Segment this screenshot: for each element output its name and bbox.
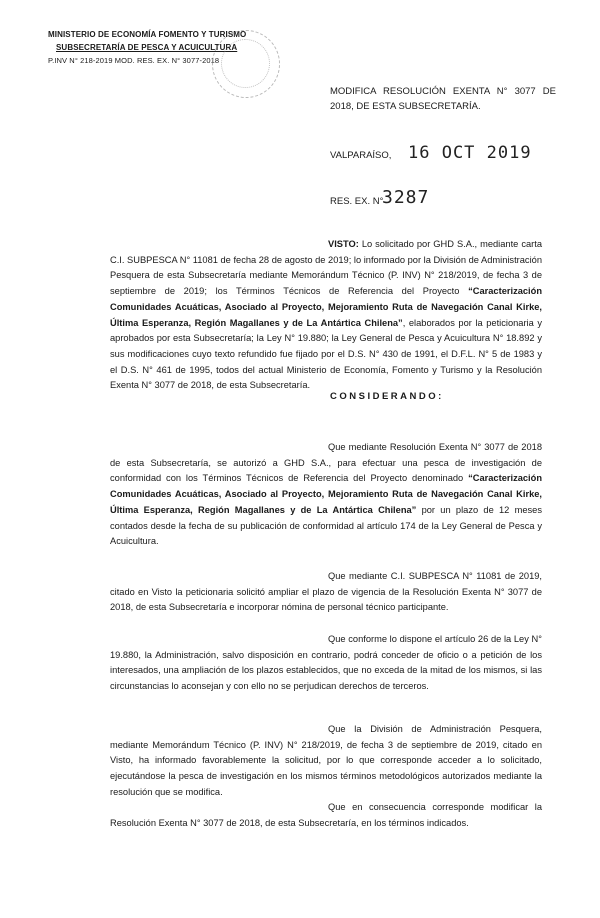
visto-label: VISTO: — [328, 239, 359, 249]
date-stamp: 16 OCT 2019 — [408, 143, 532, 163]
resolution-number-label: RES. EX. N° — [330, 196, 384, 207]
seal-stamp-icon — [212, 30, 280, 98]
resolution-number: 3287 — [382, 187, 430, 208]
considerando-5-text: Que en consecuencia corresponde modificar la Resolución Exenta N° 3077 de 2018, de esta Subsecretaría, en los términos indicados. — [110, 802, 542, 828]
considerando-heading: CONSIDERANDO: — [330, 391, 444, 402]
considerando-1-project-title: “Caracterización Comunidades Acuáticas, Asociado al Proyecto, Mejoramiento Ruta de Navegación Canal Kirke, Última Esperanza, Región Magallanes y de La Antártica Chilena” — [110, 473, 542, 515]
considerando-paragraph-1 — [110, 440, 542, 550]
considerando-1-text-b: por un plazo de 12 meses contados desde la fecha de su publicación de conformidad al artículo 174 de la Ley General de Pesca y Acuicultura. — [110, 504, 542, 547]
considerando-paragraph-4 — [110, 722, 542, 801]
considerando-paragraph-3 — [110, 632, 542, 695]
considerando-4-text: Que la División de Administración Pesquera, mediante Memorándum Técnico (P. INV) N° 218/2019, de fecha 3 de septiembre de 2019, citado en Visto, ha informado favorablemente la solicitud, por lo que corresponde acceder a lo solicitado, ejecutándose la pesca de investigación en los mismos términos metodológicos autorizados mediante la resolución que se modifica. — [110, 724, 542, 797]
considerando-3-text: Que conforme lo dispone el artículo 26 de la Ley N° 19.880, la Administración, salvo disposición en contrario, podrá conceder de oficio o a petición de los interesados, una ampliación de los plazos establecidos, que no exceda de la mitad de los mismos, si las circunstancias lo aconsejan y con ello no se perjudican derechos de terceros. — [110, 634, 542, 692]
visto-text-2: , elaborados por la peticionaria y aprobados por esta Subsecretaría; la Ley N° 19.880; la Ley General de Pesca y Acuicultura N° 18.892 y sus modificaciones cuyo texto refundido fue fijado por el D.S. N° 430 de 1991, el D.F.L. N° 5 de 1983 y el D.S. N° 461 de 1995, todos del actual Ministerio de Economía, Fomento y Turismo y la Resolución Exenta N° 3077 de 2018, de esta Subsecretaría. — [110, 317, 543, 391]
place-label: VALPARAÍSO, — [330, 150, 392, 161]
ministry-name: MINISTERIO DE ECONOMÍA FOMENTO Y TURISMO — [48, 30, 247, 39]
considerando-paragraph-2 — [110, 569, 542, 616]
considerando-1-text-a: Que mediante Resolución Exenta N° 3077 de 2018 de esta Subsecretaría, se autorizó a GHD S.A., para efectuar una pesca de investigación de conformidad con los Términos Técnicos de Referencia del Proyecto denominado — [110, 442, 542, 484]
visto-paragraph — [110, 237, 542, 394]
visto-text-1: Lo solicitado por GHD S.A., mediante carta C.I. SUBPESCA N° 11081 de fecha 28 de agosto de 2019; lo informado por la División de Administración Pesquera de esta Subsecretaría mediante Memorándum Técnico (P. INV) N° 218/2019, de fecha 3 de septiembre de 2019; los Términos Técnicos de Referencia del Proyecto — [110, 239, 542, 297]
visto-project-title: “Caracterización Comunidades Acuáticas, Asociado al Proyecto, Mejoramiento Ruta de Navegación Canal Kirke, Última Esperanza, Región Magallanes y de La Antártica Chilena” — [110, 286, 542, 328]
resolution-subject: MODIFICA RESOLUCIÓN EXENTA N° 3077 DE 2018, DE ESTA SUBSECRETARÍA. — [330, 86, 556, 112]
reference-code: P.INV N° 218-2019 MOD. RES. EX. N° 3077-2018 — [48, 56, 220, 65]
considerando-paragraph-5 — [110, 800, 542, 831]
undersecretariat-name: SUBSECRETARÍA DE PESCA Y ACUICULTURA — [56, 43, 238, 52]
considerando-2-text: Que mediante C.I. SUBPESCA N° 11081 de 2019, citado en Visto la peticionaria solicitó ampliar el plazo de vigencia de la Resolución Exenta N° 3077 de 2018, de esta Subsecretaría e incorporar nómina de personal técnico participante. — [110, 571, 542, 613]
